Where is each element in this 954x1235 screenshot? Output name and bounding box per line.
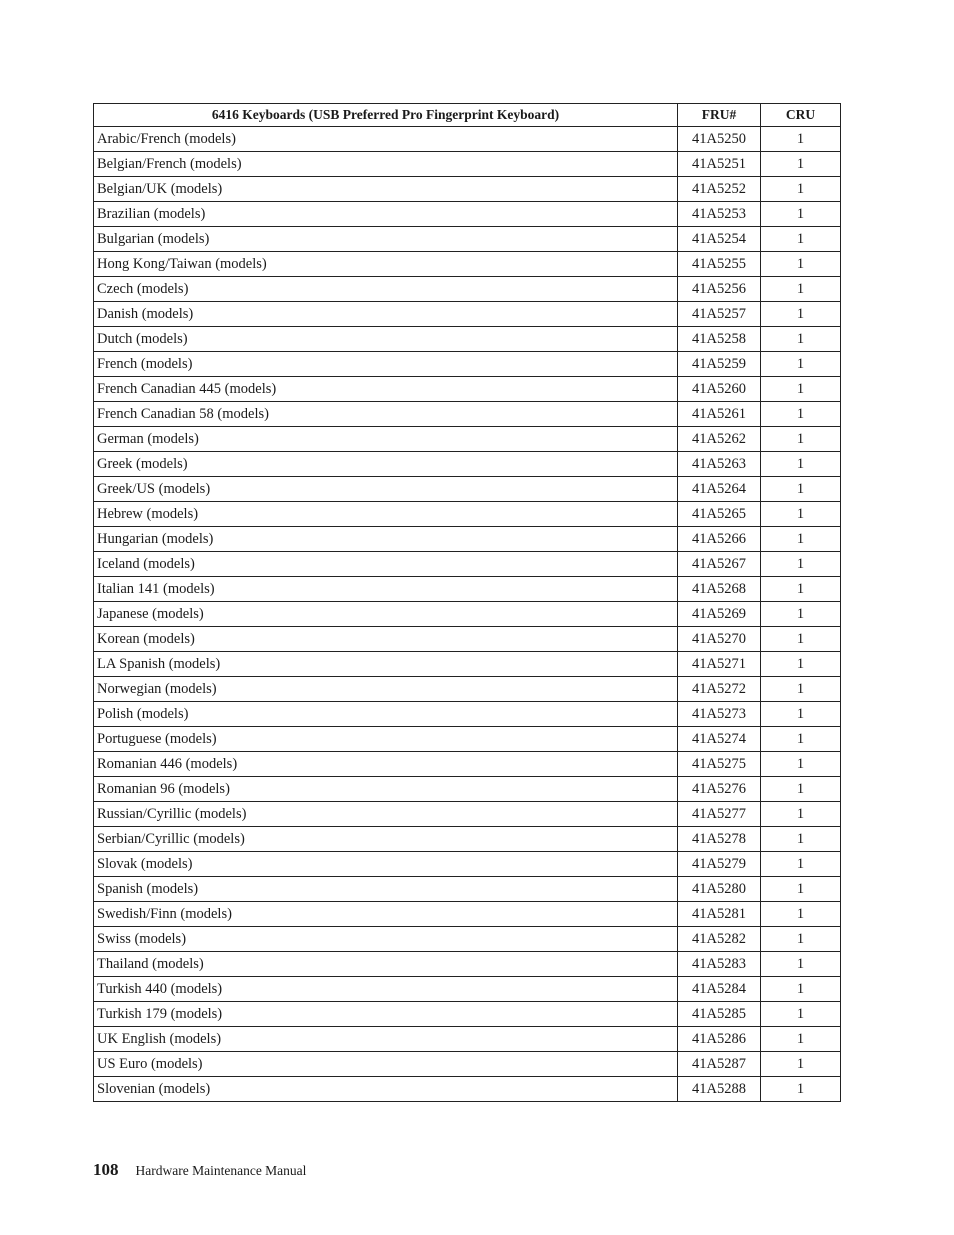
cell-description: French Canadian 445 (models)	[94, 377, 678, 402]
table-row	[94, 827, 841, 852]
header-fru: FRU#	[678, 104, 761, 127]
cell-description: Czech (models)	[94, 277, 678, 302]
table-row	[94, 352, 841, 377]
cell-fru: 41A5285	[678, 1002, 761, 1027]
table-row	[94, 727, 841, 752]
table-row	[94, 1052, 841, 1077]
cell-cru: 1	[761, 177, 841, 202]
cell-description: Portuguese (models)	[94, 727, 678, 752]
cell-description: Danish (models)	[94, 302, 678, 327]
cell-cru: 1	[761, 502, 841, 527]
cell-description: Arabic/French (models)	[94, 127, 678, 152]
cell-cru: 1	[761, 277, 841, 302]
cell-fru: 41A5286	[678, 1027, 761, 1052]
cell-description: Brazilian (models)	[94, 202, 678, 227]
cell-cru: 1	[761, 377, 841, 402]
table-row	[94, 752, 841, 777]
cell-cru: 1	[761, 602, 841, 627]
cell-description: LA Spanish (models)	[94, 652, 678, 677]
cell-fru: 41A5269	[678, 602, 761, 627]
cell-cru: 1	[761, 552, 841, 577]
table-row	[94, 902, 841, 927]
manual-title: Hardware Maintenance Manual	[135, 1163, 307, 1178]
cell-fru: 41A5265	[678, 502, 761, 527]
cell-description: Romanian 96 (models)	[94, 777, 678, 802]
cell-fru: 41A5258	[678, 327, 761, 352]
table-body	[94, 127, 841, 1102]
cell-cru: 1	[761, 1077, 841, 1102]
cell-fru: 41A5274	[678, 727, 761, 752]
cell-fru: 41A5253	[678, 202, 761, 227]
cell-description: Turkish 179 (models)	[94, 1002, 678, 1027]
cell-description: Japanese (models)	[94, 602, 678, 627]
header-description: 6416 Keyboards (USB Preferred Pro Fingerprint Keyboard)	[94, 104, 678, 127]
cell-cru: 1	[761, 902, 841, 927]
table-row	[94, 152, 841, 177]
cell-cru: 1	[761, 127, 841, 152]
cell-cru: 1	[761, 152, 841, 177]
table-row	[94, 927, 841, 952]
table-row	[94, 502, 841, 527]
page-footer	[93, 1160, 306, 1180]
cell-cru: 1	[761, 352, 841, 377]
cell-fru: 41A5260	[678, 377, 761, 402]
keyboard-fru-table	[93, 103, 841, 1102]
cell-fru: 41A5273	[678, 702, 761, 727]
cell-fru: 41A5254	[678, 227, 761, 252]
cell-cru: 1	[761, 727, 841, 752]
cell-fru: 41A5276	[678, 777, 761, 802]
cell-fru: 41A5263	[678, 452, 761, 477]
cell-cru: 1	[761, 752, 841, 777]
table-row	[94, 202, 841, 227]
cell-description: Belgian/French (models)	[94, 152, 678, 177]
cell-fru: 41A5251	[678, 152, 761, 177]
cell-description: Korean (models)	[94, 627, 678, 652]
cell-cru: 1	[761, 452, 841, 477]
table-row	[94, 327, 841, 352]
cell-description: German (models)	[94, 427, 678, 452]
cell-fru: 41A5250	[678, 127, 761, 152]
table-row	[94, 427, 841, 452]
cell-cru: 1	[761, 527, 841, 552]
cell-fru: 41A5262	[678, 427, 761, 452]
table-row	[94, 702, 841, 727]
table-row	[94, 277, 841, 302]
cell-description: Serbian/Cyrillic (models)	[94, 827, 678, 852]
cell-description: Dutch (models)	[94, 327, 678, 352]
cell-description: Greek/US (models)	[94, 477, 678, 502]
cell-cru: 1	[761, 577, 841, 602]
cell-description: Belgian/UK (models)	[94, 177, 678, 202]
table-row	[94, 977, 841, 1002]
cell-cru: 1	[761, 252, 841, 277]
cell-description: Slovak (models)	[94, 852, 678, 877]
cell-description: Turkish 440 (models)	[94, 977, 678, 1002]
cell-fru: 41A5255	[678, 252, 761, 277]
cell-description: Italian 141 (models)	[94, 577, 678, 602]
cell-fru: 41A5268	[678, 577, 761, 602]
table-row	[94, 377, 841, 402]
cell-description: Swiss (models)	[94, 927, 678, 952]
cell-description: French Canadian 58 (models)	[94, 402, 678, 427]
cell-description: French (models)	[94, 352, 678, 377]
cell-description: Hebrew (models)	[94, 502, 678, 527]
cell-cru: 1	[761, 702, 841, 727]
cell-fru: 41A5261	[678, 402, 761, 427]
table-row	[94, 477, 841, 502]
cell-cru: 1	[761, 202, 841, 227]
cell-description: Greek (models)	[94, 452, 678, 477]
table-row	[94, 577, 841, 602]
cell-description: Bulgarian (models)	[94, 227, 678, 252]
cell-fru: 41A5264	[678, 477, 761, 502]
cell-description: US Euro (models)	[94, 1052, 678, 1077]
page-number: 108	[93, 1160, 119, 1179]
table-row	[94, 602, 841, 627]
cell-fru: 41A5288	[678, 1077, 761, 1102]
cell-fru: 41A5282	[678, 927, 761, 952]
table-row	[94, 227, 841, 252]
cell-cru: 1	[761, 777, 841, 802]
cell-cru: 1	[761, 977, 841, 1002]
cell-fru: 41A5272	[678, 677, 761, 702]
cell-fru: 41A5252	[678, 177, 761, 202]
table-row	[94, 1027, 841, 1052]
cell-fru: 41A5275	[678, 752, 761, 777]
table-row	[94, 177, 841, 202]
cell-cru: 1	[761, 477, 841, 502]
cell-fru: 41A5281	[678, 902, 761, 927]
cell-description: Russian/Cyrillic (models)	[94, 802, 678, 827]
cell-fru: 41A5278	[678, 827, 761, 852]
cell-cru: 1	[761, 1052, 841, 1077]
cell-fru: 41A5270	[678, 627, 761, 652]
cell-cru: 1	[761, 877, 841, 902]
cell-cru: 1	[761, 327, 841, 352]
cell-description: Iceland (models)	[94, 552, 678, 577]
cell-cru: 1	[761, 802, 841, 827]
table-row	[94, 652, 841, 677]
table-row	[94, 252, 841, 277]
table-row	[94, 852, 841, 877]
table-row	[94, 677, 841, 702]
cell-fru: 41A5271	[678, 652, 761, 677]
cell-cru: 1	[761, 427, 841, 452]
cell-description: Spanish (models)	[94, 877, 678, 902]
table-row	[94, 452, 841, 477]
cell-fru: 41A5257	[678, 302, 761, 327]
cell-cru: 1	[761, 1027, 841, 1052]
cell-description: Hong Kong/Taiwan (models)	[94, 252, 678, 277]
cell-fru: 41A5283	[678, 952, 761, 977]
header-row	[94, 104, 841, 127]
table-row	[94, 627, 841, 652]
cell-cru: 1	[761, 677, 841, 702]
cell-fru: 41A5256	[678, 277, 761, 302]
cell-fru: 41A5279	[678, 852, 761, 877]
table-row	[94, 402, 841, 427]
table-row	[94, 1077, 841, 1102]
cell-fru: 41A5277	[678, 802, 761, 827]
cell-description: Swedish/Finn (models)	[94, 902, 678, 927]
cell-fru: 41A5266	[678, 527, 761, 552]
cell-cru: 1	[761, 927, 841, 952]
cell-description: UK English (models)	[94, 1027, 678, 1052]
table-row	[94, 802, 841, 827]
cell-cru: 1	[761, 827, 841, 852]
table-row	[94, 952, 841, 977]
table-row	[94, 1002, 841, 1027]
cell-cru: 1	[761, 652, 841, 677]
cell-fru: 41A5284	[678, 977, 761, 1002]
cell-fru: 41A5287	[678, 1052, 761, 1077]
table-row	[94, 877, 841, 902]
table-row	[94, 127, 841, 152]
table-row	[94, 552, 841, 577]
table-row	[94, 527, 841, 552]
cell-description: Norwegian (models)	[94, 677, 678, 702]
cell-description: Thailand (models)	[94, 952, 678, 977]
table-header	[94, 104, 841, 127]
cell-cru: 1	[761, 852, 841, 877]
cell-cru: 1	[761, 1002, 841, 1027]
table-row	[94, 302, 841, 327]
cell-description: Polish (models)	[94, 702, 678, 727]
cell-cru: 1	[761, 952, 841, 977]
cell-cru: 1	[761, 227, 841, 252]
cell-cru: 1	[761, 302, 841, 327]
cell-description: Hungarian (models)	[94, 527, 678, 552]
cell-cru: 1	[761, 402, 841, 427]
cell-fru: 41A5267	[678, 552, 761, 577]
cell-description: Romanian 446 (models)	[94, 752, 678, 777]
cell-cru: 1	[761, 627, 841, 652]
cell-fru: 41A5259	[678, 352, 761, 377]
header-cru: CRU	[761, 104, 841, 127]
table-row	[94, 777, 841, 802]
cell-description: Slovenian (models)	[94, 1077, 678, 1102]
cell-fru: 41A5280	[678, 877, 761, 902]
